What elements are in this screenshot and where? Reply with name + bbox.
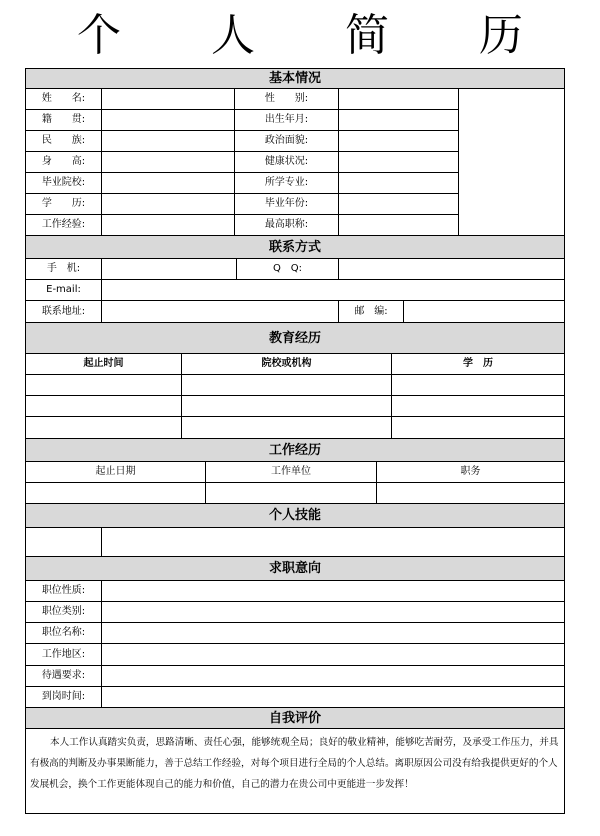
- field-phone[interactable]: [102, 259, 237, 280]
- label-job-nature: 职位性质:: [26, 581, 102, 602]
- label-ethnicity: 民 族:: [26, 131, 102, 152]
- field-birth-date[interactable]: [339, 110, 459, 131]
- section-header-contact: 联系方式: [26, 236, 564, 259]
- label-gender: 性 别:: [235, 89, 339, 110]
- field-job-category[interactable]: [102, 602, 564, 623]
- self-evaluation-text[interactable]: 本人工作认真踏实负责，思路清晰、责任心强，能够统观全局；良好的敬业精神，能够吃苦耐劳，及承受工作压力，并具有极高的判断及办事果断能力，善于总结工作经验，对每个项目进行全局的个人总结。离职原因公司没有给我提供更好的个人发展机会，换个工作更能体现自己的能力和价值，自己的潜力在贵公司中更能进一步发挥！: [30, 737, 559, 790]
- field-start-time[interactable]: [102, 687, 564, 708]
- col-header-degree: 学 历: [392, 354, 564, 375]
- field-qq[interactable]: [339, 259, 564, 280]
- field-job-title[interactable]: [102, 623, 564, 644]
- label-address: 联系地址:: [26, 301, 102, 323]
- section-header-education: 教育经历: [26, 323, 564, 354]
- edu-cell[interactable]: [182, 375, 392, 396]
- field-postcode[interactable]: [404, 301, 564, 323]
- label-native-place: 籍 贯:: [26, 110, 102, 131]
- label-birth-date: 出生年月:: [235, 110, 339, 131]
- field-native-place[interactable]: [102, 110, 235, 131]
- field-major[interactable]: [339, 173, 459, 194]
- label-major: 所学专业:: [235, 173, 339, 194]
- work-cell[interactable]: [26, 483, 206, 504]
- field-address[interactable]: [102, 301, 339, 323]
- edu-cell[interactable]: [392, 396, 564, 417]
- label-job-title: 职位名称:: [26, 623, 102, 644]
- field-name[interactable]: [102, 89, 235, 110]
- field-health[interactable]: [339, 152, 459, 173]
- label-email: E-mail:: [26, 280, 102, 301]
- section-header-intent: 求职意向: [26, 557, 564, 581]
- label-title: 最高职称:: [235, 215, 339, 236]
- label-name: 姓 名:: [26, 89, 102, 110]
- section-header-evaluation: 自我评价: [26, 708, 564, 729]
- edu-cell[interactable]: [182, 396, 392, 417]
- label-height: 身 高:: [26, 152, 102, 173]
- field-ethnicity[interactable]: [102, 131, 235, 152]
- edu-cell[interactable]: [182, 417, 392, 439]
- section-header-skills: 个人技能: [26, 504, 564, 528]
- field-email[interactable]: [102, 280, 564, 301]
- label-postcode: 邮 编:: [339, 301, 404, 323]
- field-graduation-year[interactable]: [339, 194, 459, 215]
- col-header-dates: 起止日期: [26, 462, 206, 483]
- col-header-school: 院校或机构: [182, 354, 392, 375]
- resume-form: [25, 68, 565, 814]
- edu-cell[interactable]: [392, 417, 564, 439]
- edu-cell[interactable]: [26, 396, 182, 417]
- skills-label-cell: [26, 528, 102, 557]
- edu-cell[interactable]: [26, 375, 182, 396]
- field-degree[interactable]: [102, 194, 235, 215]
- field-school[interactable]: [102, 173, 235, 194]
- label-political-status: 政治面貌:: [235, 131, 339, 152]
- field-height[interactable]: [102, 152, 235, 173]
- label-salary: 待遇要求:: [26, 666, 102, 687]
- field-job-nature[interactable]: [102, 581, 564, 602]
- label-job-category: 职位类别:: [26, 602, 102, 623]
- label-graduation-year: 毕业年份:: [235, 194, 339, 215]
- edu-cell[interactable]: [26, 417, 182, 439]
- col-header-period: 起止时间: [26, 354, 182, 375]
- field-gender[interactable]: [339, 89, 459, 110]
- label-health: 健康状况:: [235, 152, 339, 173]
- label-degree: 学 历:: [26, 194, 102, 215]
- field-work-experience[interactable]: [102, 215, 235, 236]
- section-header-work: 工作经历: [26, 439, 564, 462]
- page-title: 个 人 简 历: [77, 10, 561, 61]
- label-work-region: 工作地区:: [26, 644, 102, 666]
- label-phone: 手 机:: [26, 259, 102, 280]
- label-work-experience: 工作经验:: [26, 215, 102, 236]
- work-cell[interactable]: [206, 483, 377, 504]
- field-work-region[interactable]: [102, 644, 564, 666]
- label-school: 毕业院校:: [26, 173, 102, 194]
- edu-cell[interactable]: [392, 375, 564, 396]
- col-header-employer: 工作单位: [206, 462, 377, 483]
- col-header-position: 职务: [377, 462, 564, 483]
- field-salary[interactable]: [102, 666, 564, 687]
- label-qq: Q Q:: [237, 259, 339, 280]
- field-title[interactable]: [339, 215, 459, 236]
- photo-area[interactable]: [459, 89, 564, 236]
- section-header-basic: 基本情况: [26, 69, 564, 89]
- label-start-time: 到岗时间:: [26, 687, 102, 708]
- skills-field[interactable]: [102, 528, 564, 557]
- work-cell[interactable]: [377, 483, 564, 504]
- field-political-status[interactable]: [339, 131, 459, 152]
